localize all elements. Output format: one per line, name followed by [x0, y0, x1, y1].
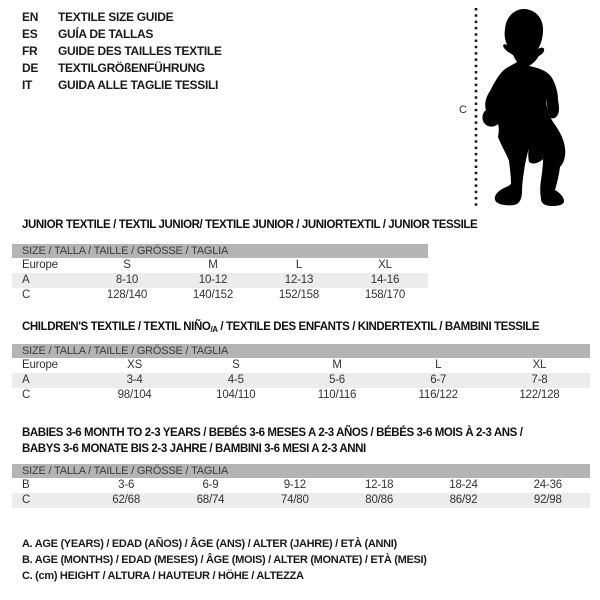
junior-size-table: [12, 244, 428, 303]
lang-title: GUIDA ALLE TAGLIE TESSILI: [58, 77, 219, 92]
lang-code: DE: [22, 60, 39, 75]
footnotes: [22, 536, 427, 584]
row-label: B: [22, 479, 30, 491]
language-title-list: [22, 8, 222, 93]
cell: 98/104: [117, 389, 152, 401]
table-row: [12, 373, 590, 388]
cell: S: [232, 359, 240, 371]
table-row: [12, 288, 428, 303]
cell: XL: [378, 259, 392, 271]
cell: 8-10: [115, 274, 139, 286]
cell: 14-16: [370, 274, 400, 286]
height-measure-label: C: [459, 104, 467, 116]
row-label: Europe: [22, 259, 58, 271]
lang-title: GUÍA DE TALLAS: [58, 26, 154, 41]
cell: 24-36: [533, 479, 563, 491]
footnote-a: A. AGE (YEARS) / EDAD (AÑOS) / ÂGE (ANS) / ALTER (JAHRE) / ETÀ (ANNI): [22, 538, 397, 550]
cell: 12-18: [364, 479, 394, 491]
cell: 68/74: [196, 494, 225, 506]
cell: 122/128: [519, 389, 560, 401]
title-subscript: /A: [210, 325, 218, 334]
lang-code: ES: [22, 26, 38, 41]
row-label: C: [22, 389, 31, 401]
baby-silhouette-figure: [470, 0, 600, 215]
cell: 3-6: [118, 479, 135, 491]
cell: 128/140: [106, 289, 148, 301]
lang-title: TEXTILGRÖßENFÜHRUNG: [58, 60, 205, 75]
table-row: [12, 273, 428, 288]
row-label: A: [22, 374, 30, 386]
row-label: A: [22, 274, 30, 286]
lang-code: EN: [22, 9, 39, 24]
size-header-bar: SIZE / TALLA / TAILLE / GRÖSSE / TAGLIA: [12, 244, 428, 258]
lang-code: IT: [22, 77, 33, 92]
cell: 110/116: [317, 389, 357, 401]
row-label: C: [22, 494, 31, 506]
cell: L: [435, 359, 442, 371]
babies-table-title-line2: BABYS 3-6 MONATE BIS 2-3 JAHRE / BAMBINI 3-6 MESI A 2-3 ANNI: [22, 443, 366, 455]
lang-title: TEXTILE SIZE GUIDE: [58, 9, 174, 24]
lang-row-fr: [22, 42, 222, 59]
table-row: [12, 258, 428, 273]
cell: 92/98: [533, 494, 562, 506]
cell: 18-24: [449, 479, 478, 491]
cell: 158/170: [364, 289, 406, 301]
lang-row-it: [22, 76, 222, 93]
cell: 86/92: [449, 494, 478, 506]
cell: 140/152: [192, 289, 234, 301]
table-row: [12, 388, 590, 403]
children-table-title: [22, 321, 539, 334]
cell: 152/158: [278, 289, 320, 301]
lang-row-en: [22, 8, 222, 25]
cell: 116/122: [418, 389, 458, 401]
cell: 4-5: [227, 374, 244, 386]
cell: 74/80: [280, 494, 309, 506]
cell: 10-12: [198, 274, 228, 286]
lang-row-de: [22, 59, 222, 76]
babies-table-title-line1: BABIES 3-6 MONTH TO 2-3 YEARS / BEBÉS 3-6 MESES A 2-3 AÑOS / BÉBÉS 3-6 MOIS À 2-3 ANS /: [22, 427, 523, 439]
title-text: CHILDREN'S TEXTILE / TEXTIL NIÑO: [22, 321, 211, 333]
table-row: [12, 358, 590, 373]
cell: XL: [532, 359, 547, 371]
cell: 80/86: [365, 494, 394, 506]
children-size-table: [12, 344, 590, 403]
footnote-b: B. AGE (MONTHS) / EDAD (MESES) / ÂGE (MOIS) / ALTER (MONATE) / ETÀ (MESI): [22, 554, 427, 566]
cell: 62/68: [112, 494, 141, 506]
footnote-c: C. (cm) HEIGHT / ALTURA / HAUTEUR / HÖHE / ALTEZZA: [22, 570, 304, 582]
lang-code: FR: [22, 43, 38, 58]
cell: 7-8: [531, 374, 548, 386]
cell: 6-7: [430, 374, 447, 386]
cell: 5-6: [328, 374, 346, 386]
cell: 12-13: [284, 274, 314, 286]
cell: L: [295, 259, 303, 271]
size-header-bar: SIZE / TALLA / TAILLE / GRÖSSE / TAGLIA: [12, 344, 590, 358]
cell: XS: [127, 359, 143, 371]
title-text: / TEXTILE DES ENFANTS / KINDERTEXTIL / BAMBINI TESSILE: [217, 321, 540, 333]
babies-size-table: [12, 464, 590, 508]
lang-title: GUIDE DES TAILLES TEXTILE: [58, 43, 222, 58]
lang-row-es: [22, 25, 222, 42]
cell: S: [123, 259, 131, 271]
row-label: Europe: [22, 359, 58, 371]
baby-silhouette-icon: [482, 9, 565, 206]
table-row: [12, 493, 590, 508]
cell: 6-9: [202, 479, 219, 491]
cell: 3-4: [126, 374, 143, 386]
cell: 9-12: [283, 479, 306, 491]
cell: 104/110: [216, 389, 256, 401]
size-header-bar: SIZE / TALLA / TAILLE / GRÖSSE / TAGLIA: [12, 464, 590, 478]
row-label: C: [22, 289, 31, 301]
cell: M: [332, 359, 342, 371]
junior-table-title: JUNIOR TEXTILE / TEXTIL JUNIOR/ TEXTILE JUNIOR / JUNIORTEXTIL / JUNIOR TESSILE: [22, 219, 478, 231]
table-row: [12, 478, 590, 493]
cell: M: [208, 259, 218, 271]
